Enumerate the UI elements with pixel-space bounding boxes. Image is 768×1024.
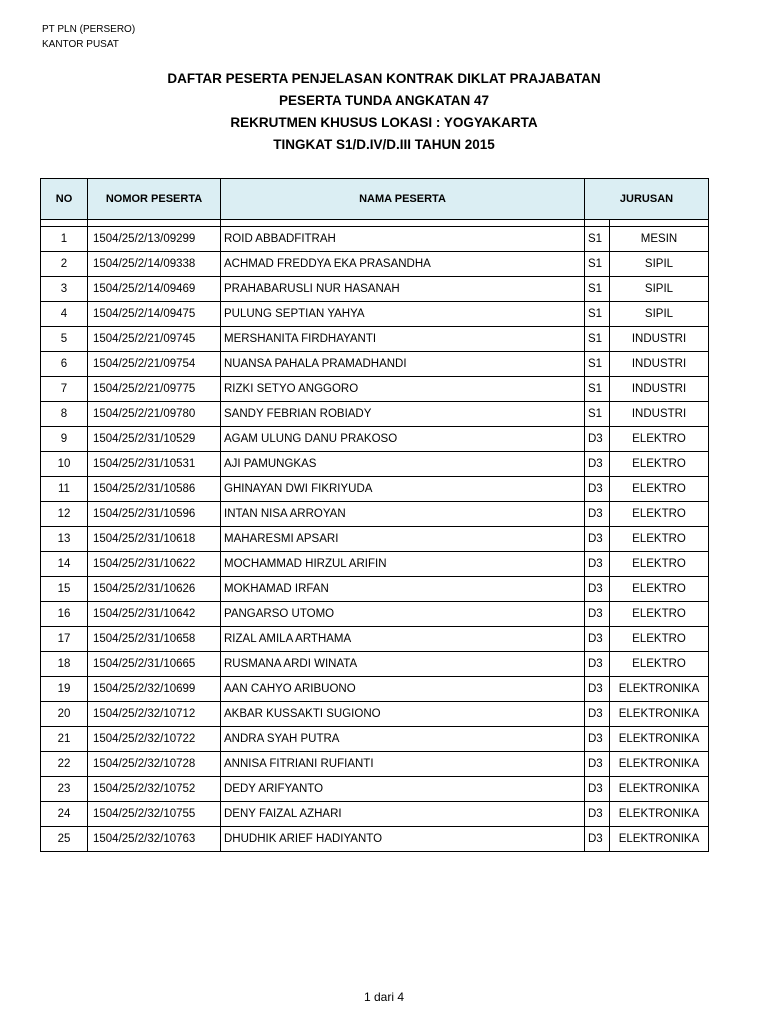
row-nama-peserta: ANNISA FITRIANI RUFIANTI — [221, 752, 585, 777]
table-row — [41, 302, 709, 327]
row-no: 19 — [41, 677, 88, 702]
row-level: D3 — [585, 427, 610, 452]
row-nama-peserta: PRAHABARUSLI NUR HASANAH — [221, 277, 585, 302]
row-no: 22 — [41, 752, 88, 777]
row-jurusan: ELEKTRONIKA — [610, 752, 709, 777]
row-level: S1 — [585, 402, 610, 427]
row-nama-peserta: DENY FAIZAL AZHARI — [221, 802, 585, 827]
row-no: 5 — [41, 327, 88, 352]
row-no: 20 — [41, 702, 88, 727]
page-number: 1 dari 4 — [363, 990, 405, 1004]
document-subtitle-level: TINGKAT S1/D.IV/D.III TAHUN 2015 — [273, 137, 495, 152]
table-row — [41, 527, 709, 552]
table-row — [41, 477, 709, 502]
row-level: S1 — [585, 327, 610, 352]
row-nama-peserta: MOCHAMMAD HIRZUL ARIFIN — [221, 552, 585, 577]
column-header-nama-peserta: NAMA PESERTA — [221, 179, 585, 220]
table-row — [41, 752, 709, 777]
document-subtitle-location: REKRUTMEN KHUSUS LOKASI : YOGYAKARTA — [230, 115, 538, 130]
row-no: 24 — [41, 802, 88, 827]
table-header-row — [41, 179, 709, 220]
row-nama-peserta: MOKHAMAD IRFAN — [221, 577, 585, 602]
row-nomor-peserta: 1504/25/2/21/09780 — [88, 402, 221, 427]
org-name: PT PLN (PERSERO) — [42, 24, 136, 35]
row-nama-peserta: RIZAL AMILA ARTHAMA — [221, 627, 585, 652]
table-row — [41, 277, 709, 302]
row-nomor-peserta: 1504/25/2/32/10722 — [88, 727, 221, 752]
row-no: 1 — [41, 227, 88, 252]
row-nama-peserta: INTAN NISA ARROYAN — [221, 502, 585, 527]
row-level: D3 — [585, 802, 610, 827]
row-nama-peserta: NUANSA PAHALA PRAMADHANDI — [221, 352, 585, 377]
row-no: 11 — [41, 477, 88, 502]
row-jurusan: INDUSTRI — [610, 352, 709, 377]
participant-table — [40, 178, 709, 852]
row-level: D3 — [585, 602, 610, 627]
document-title: DAFTAR PESERTA PENJELASAN KONTRAK DIKLAT PRAJABATAN — [167, 71, 601, 86]
row-no: 18 — [41, 652, 88, 677]
row-nomor-peserta: 1504/25/2/31/10618 — [88, 527, 221, 552]
organization-header — [42, 22, 135, 52]
row-jurusan: ELEKTRO — [610, 527, 709, 552]
row-nomor-peserta: 1504/25/2/31/10531 — [88, 452, 221, 477]
table-row — [41, 577, 709, 602]
row-level: S1 — [585, 302, 610, 327]
row-jurusan: MESIN — [610, 227, 709, 252]
row-jurusan: ELEKTRO — [610, 577, 709, 602]
row-level: D3 — [585, 727, 610, 752]
row-no: 4 — [41, 302, 88, 327]
row-nomor-peserta: 1504/25/2/32/10752 — [88, 777, 221, 802]
row-no: 13 — [41, 527, 88, 552]
table-row — [41, 402, 709, 427]
row-jurusan: ELEKTRONIKA — [610, 702, 709, 727]
row-jurusan: ELEKTRO — [610, 452, 709, 477]
row-jurusan: SIPIL — [610, 252, 709, 277]
row-nama-peserta: ANDRA SYAH PUTRA — [221, 727, 585, 752]
table-row — [41, 627, 709, 652]
row-nama-peserta: AGAM ULUNG DANU PRAKOSO — [221, 427, 585, 452]
row-nama-peserta: DHUDHIK ARIEF HADIYANTO — [221, 827, 585, 852]
row-jurusan: ELEKTRO — [610, 627, 709, 652]
row-jurusan: SIPIL — [610, 302, 709, 327]
row-level: D3 — [585, 827, 610, 852]
table-row — [41, 677, 709, 702]
row-no: 15 — [41, 577, 88, 602]
row-nomor-peserta: 1504/25/2/21/09775 — [88, 377, 221, 402]
row-level: D3 — [585, 677, 610, 702]
row-level: D3 — [585, 477, 610, 502]
row-nomor-peserta: 1504/25/2/14/09338 — [88, 252, 221, 277]
row-nomor-peserta: 1504/25/2/32/10728 — [88, 752, 221, 777]
row-no: 2 — [41, 252, 88, 277]
row-jurusan: ELEKTRO — [610, 552, 709, 577]
row-nama-peserta: MERSHANITA FIRDHAYANTI — [221, 327, 585, 352]
table-row — [41, 427, 709, 452]
row-jurusan: ELEKTRO — [610, 502, 709, 527]
table-row — [41, 327, 709, 352]
table-row — [41, 252, 709, 277]
row-level: D3 — [585, 527, 610, 552]
row-level: D3 — [585, 752, 610, 777]
row-level: D3 — [585, 652, 610, 677]
table-row — [41, 702, 709, 727]
row-jurusan: ELEKTRONIKA — [610, 777, 709, 802]
row-level: S1 — [585, 352, 610, 377]
row-jurusan: ELEKTRO — [610, 477, 709, 502]
row-nama-peserta: AKBAR KUSSAKTI SUGIONO — [221, 702, 585, 727]
row-no: 17 — [41, 627, 88, 652]
table-row — [41, 727, 709, 752]
row-no: 8 — [41, 402, 88, 427]
row-nomor-peserta: 1504/25/2/31/10642 — [88, 602, 221, 627]
row-jurusan: ELEKTRO — [610, 427, 709, 452]
row-level: D3 — [585, 702, 610, 727]
row-nomor-peserta: 1504/25/2/31/10586 — [88, 477, 221, 502]
column-header-jurusan: JURUSAN — [585, 179, 709, 220]
row-no: 9 — [41, 427, 88, 452]
row-no: 23 — [41, 777, 88, 802]
row-nomor-peserta: 1504/25/2/32/10755 — [88, 802, 221, 827]
row-nama-peserta: ROID ABBADFITRAH — [221, 227, 585, 252]
table-row — [41, 552, 709, 577]
row-nama-peserta: RIZKI SETYO ANGGORO — [221, 377, 585, 402]
column-header-nomor-peserta: NOMOR PESERTA — [88, 179, 221, 220]
row-nama-peserta: PANGARSO UTOMO — [221, 602, 585, 627]
row-no: 7 — [41, 377, 88, 402]
row-no: 21 — [41, 727, 88, 752]
document-subtitle-batch: PESERTA TUNDA ANGKATAN 47 — [278, 93, 489, 108]
row-nomor-peserta: 1504/25/2/32/10763 — [88, 827, 221, 852]
row-level: D3 — [585, 552, 610, 577]
row-nama-peserta: DEDY ARIFYANTO — [221, 777, 585, 802]
row-nomor-peserta: 1504/25/2/31/10622 — [88, 552, 221, 577]
row-no: 25 — [41, 827, 88, 852]
row-nomor-peserta: 1504/25/2/31/10658 — [88, 627, 221, 652]
row-level: S1 — [585, 277, 610, 302]
table-row — [41, 352, 709, 377]
org-office: KANTOR PUSAT — [42, 39, 119, 50]
row-nama-peserta: PULUNG SEPTIAN YAHYA — [221, 302, 585, 327]
row-level: S1 — [585, 227, 610, 252]
table-row — [41, 602, 709, 627]
row-jurusan: ELEKTRO — [610, 652, 709, 677]
table-row — [41, 227, 709, 252]
row-no: 6 — [41, 352, 88, 377]
row-nomor-peserta: 1504/25/2/14/09469 — [88, 277, 221, 302]
row-nama-peserta: AAN CAHYO ARIBUONO — [221, 677, 585, 702]
row-nama-peserta: SANDY FEBRIAN ROBIADY — [221, 402, 585, 427]
row-level: D3 — [585, 777, 610, 802]
row-jurusan: SIPIL — [610, 277, 709, 302]
row-nomor-peserta: 1504/25/2/21/09745 — [88, 327, 221, 352]
row-nama-peserta: GHINAYAN DWI FIKRIYUDA — [221, 477, 585, 502]
table-header-spacer — [41, 220, 709, 227]
table-row — [41, 827, 709, 852]
row-nomor-peserta: 1504/25/2/31/10665 — [88, 652, 221, 677]
row-jurusan: INDUSTRI — [610, 377, 709, 402]
row-nomor-peserta: 1504/25/2/32/10712 — [88, 702, 221, 727]
row-nomor-peserta: 1504/25/2/31/10626 — [88, 577, 221, 602]
row-jurusan: ELEKTRONIKA — [610, 727, 709, 752]
table-row — [41, 802, 709, 827]
table-body — [41, 227, 709, 852]
row-level: D3 — [585, 577, 610, 602]
row-nomor-peserta: 1504/25/2/32/10699 — [88, 677, 221, 702]
row-jurusan: ELEKTRONIKA — [610, 677, 709, 702]
row-level: D3 — [585, 502, 610, 527]
row-no: 10 — [41, 452, 88, 477]
row-jurusan: INDUSTRI — [610, 327, 709, 352]
row-level: D3 — [585, 627, 610, 652]
row-nomor-peserta: 1504/25/2/31/10529 — [88, 427, 221, 452]
row-jurusan: ELEKTRONIKA — [610, 827, 709, 852]
row-level: S1 — [585, 252, 610, 277]
row-level: S1 — [585, 377, 610, 402]
document-title-block — [0, 68, 768, 156]
column-header-no: NO — [41, 179, 88, 220]
row-nama-peserta: MAHARESMI APSARI — [221, 527, 585, 552]
row-jurusan: ELEKTRONIKA — [610, 802, 709, 827]
row-jurusan: INDUSTRI — [610, 402, 709, 427]
row-no: 16 — [41, 602, 88, 627]
row-nama-peserta: ACHMAD FREDDYA EKA PRASANDHA — [221, 252, 585, 277]
row-jurusan: ELEKTRO — [610, 602, 709, 627]
table-row — [41, 777, 709, 802]
row-no: 14 — [41, 552, 88, 577]
row-nomor-peserta: 1504/25/2/14/09475 — [88, 302, 221, 327]
table-row — [41, 377, 709, 402]
row-nomor-peserta: 1504/25/2/31/10596 — [88, 502, 221, 527]
row-nama-peserta: AJI PAMUNGKAS — [221, 452, 585, 477]
table-row — [41, 502, 709, 527]
row-no: 12 — [41, 502, 88, 527]
row-nomor-peserta: 1504/25/2/21/09754 — [88, 352, 221, 377]
row-level: D3 — [585, 452, 610, 477]
row-no: 3 — [41, 277, 88, 302]
table-row — [41, 652, 709, 677]
row-nama-peserta: RUSMANA ARDI WINATA — [221, 652, 585, 677]
table-row — [41, 452, 709, 477]
row-nomor-peserta: 1504/25/2/13/09299 — [88, 227, 221, 252]
